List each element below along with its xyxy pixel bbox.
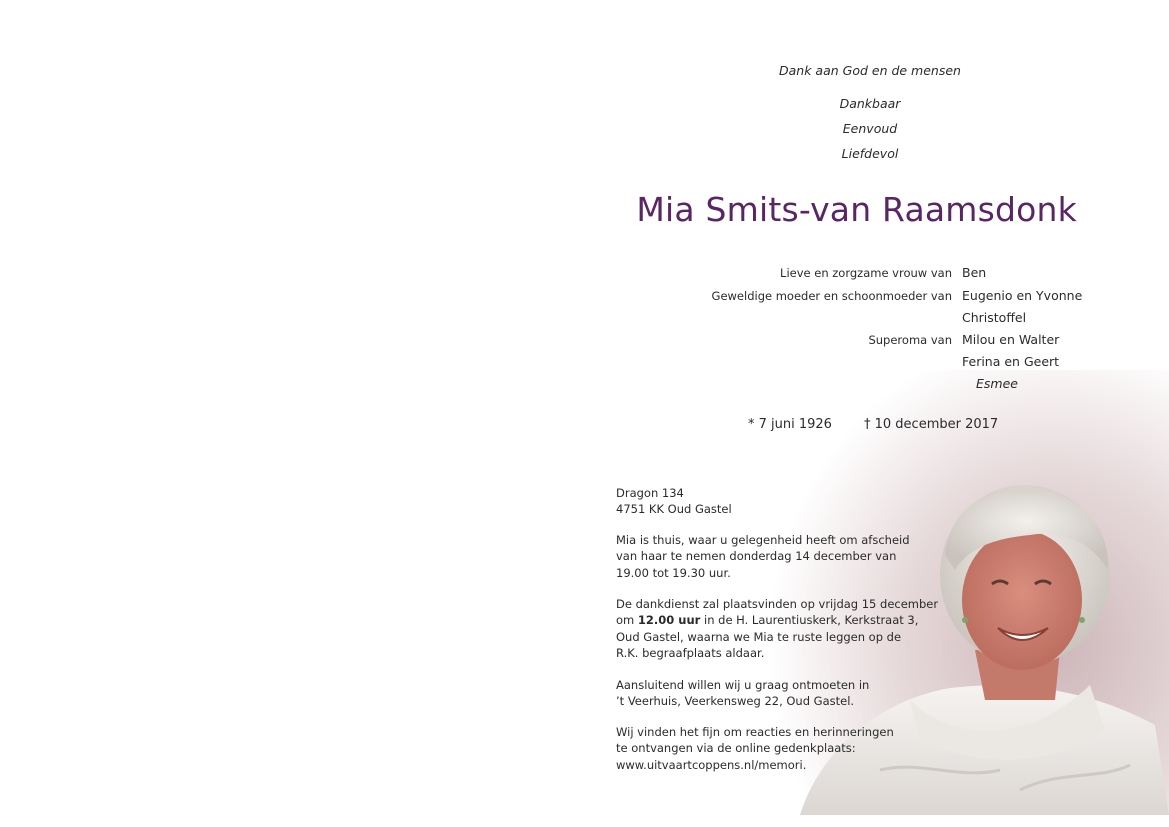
relation-label-grandmother: Superoma van	[868, 333, 952, 347]
visit-line: van haar te nemen donderdag 14 december van	[616, 549, 897, 564]
word-liefdevol: Liefdevol	[841, 146, 899, 161]
meeting-paragraph	[616, 677, 946, 710]
meeting-line: Aansluitend willen wij u graag ontmoeten in	[616, 678, 870, 692]
service-line: Oud Gastel, waarna we Mia te ruste leggen op de	[616, 629, 902, 644]
motto: Dank aan God en de mensen	[779, 63, 961, 78]
birth-date: * 7 juni 1926	[748, 417, 832, 432]
deceased-name: Mia Smits-van Raamsdonk	[636, 190, 1077, 229]
address-street: Dragon 134	[616, 486, 684, 500]
online-line: Wij vinden het fijn om reacties en herinneringen	[616, 725, 894, 739]
visit-line: Mia is thuis, waar u gelegenheid heeft om afscheid	[616, 533, 910, 547]
service-pre: om	[616, 613, 638, 628]
address-city: 4751 KK Oud Gastel	[616, 502, 732, 517]
relation-label-wife: Lieve en zorgzame vrouw van	[780, 266, 952, 280]
word-dankbaar: Dankbaar	[839, 96, 901, 111]
address	[616, 485, 946, 518]
visit-line: 19.00 tot 19.30 uur.	[616, 565, 731, 580]
relation-value-children-1: Eugenio en Yvonne	[962, 288, 1083, 303]
relation-value-husband: Ben	[962, 265, 987, 280]
service-line	[616, 612, 946, 628]
service-line: R.K. begraafplaats aldaar.	[616, 645, 765, 660]
visit-paragraph	[616, 532, 946, 581]
death-date: † 10 december 2017	[864, 417, 999, 432]
relation-value-grandchildren-1: Milou en Walter	[962, 332, 1060, 347]
relation-label-mother: Geweldige moeder en schoonmoeder van	[711, 289, 952, 303]
meeting-line: ’t Veerhuis, Veerkensweg 22, Oud Gastel.	[616, 694, 855, 709]
service-post: in de H. Laurentiuskerk, Kerkstraat 3,	[700, 613, 919, 628]
service-time: 12.00 uur	[637, 613, 701, 628]
online-line: te ontvangen via de online gedenkplaats:	[616, 741, 856, 756]
service-paragraph	[616, 596, 946, 661]
online-url[interactable]: www.uitvaartcoppens.nl/memori.	[616, 757, 807, 772]
word-eenvoud: Eenvoud	[842, 121, 898, 136]
relation-value-grandchildren-2: Ferina en Geert	[962, 354, 1060, 369]
service-line: De dankdienst zal plaatsvinden op vrijdag 15 december	[616, 597, 939, 611]
relation-value-children-2: Christoffel	[962, 310, 1027, 325]
online-paragraph	[616, 724, 946, 773]
great-grandchild: Esmee	[976, 376, 1018, 391]
